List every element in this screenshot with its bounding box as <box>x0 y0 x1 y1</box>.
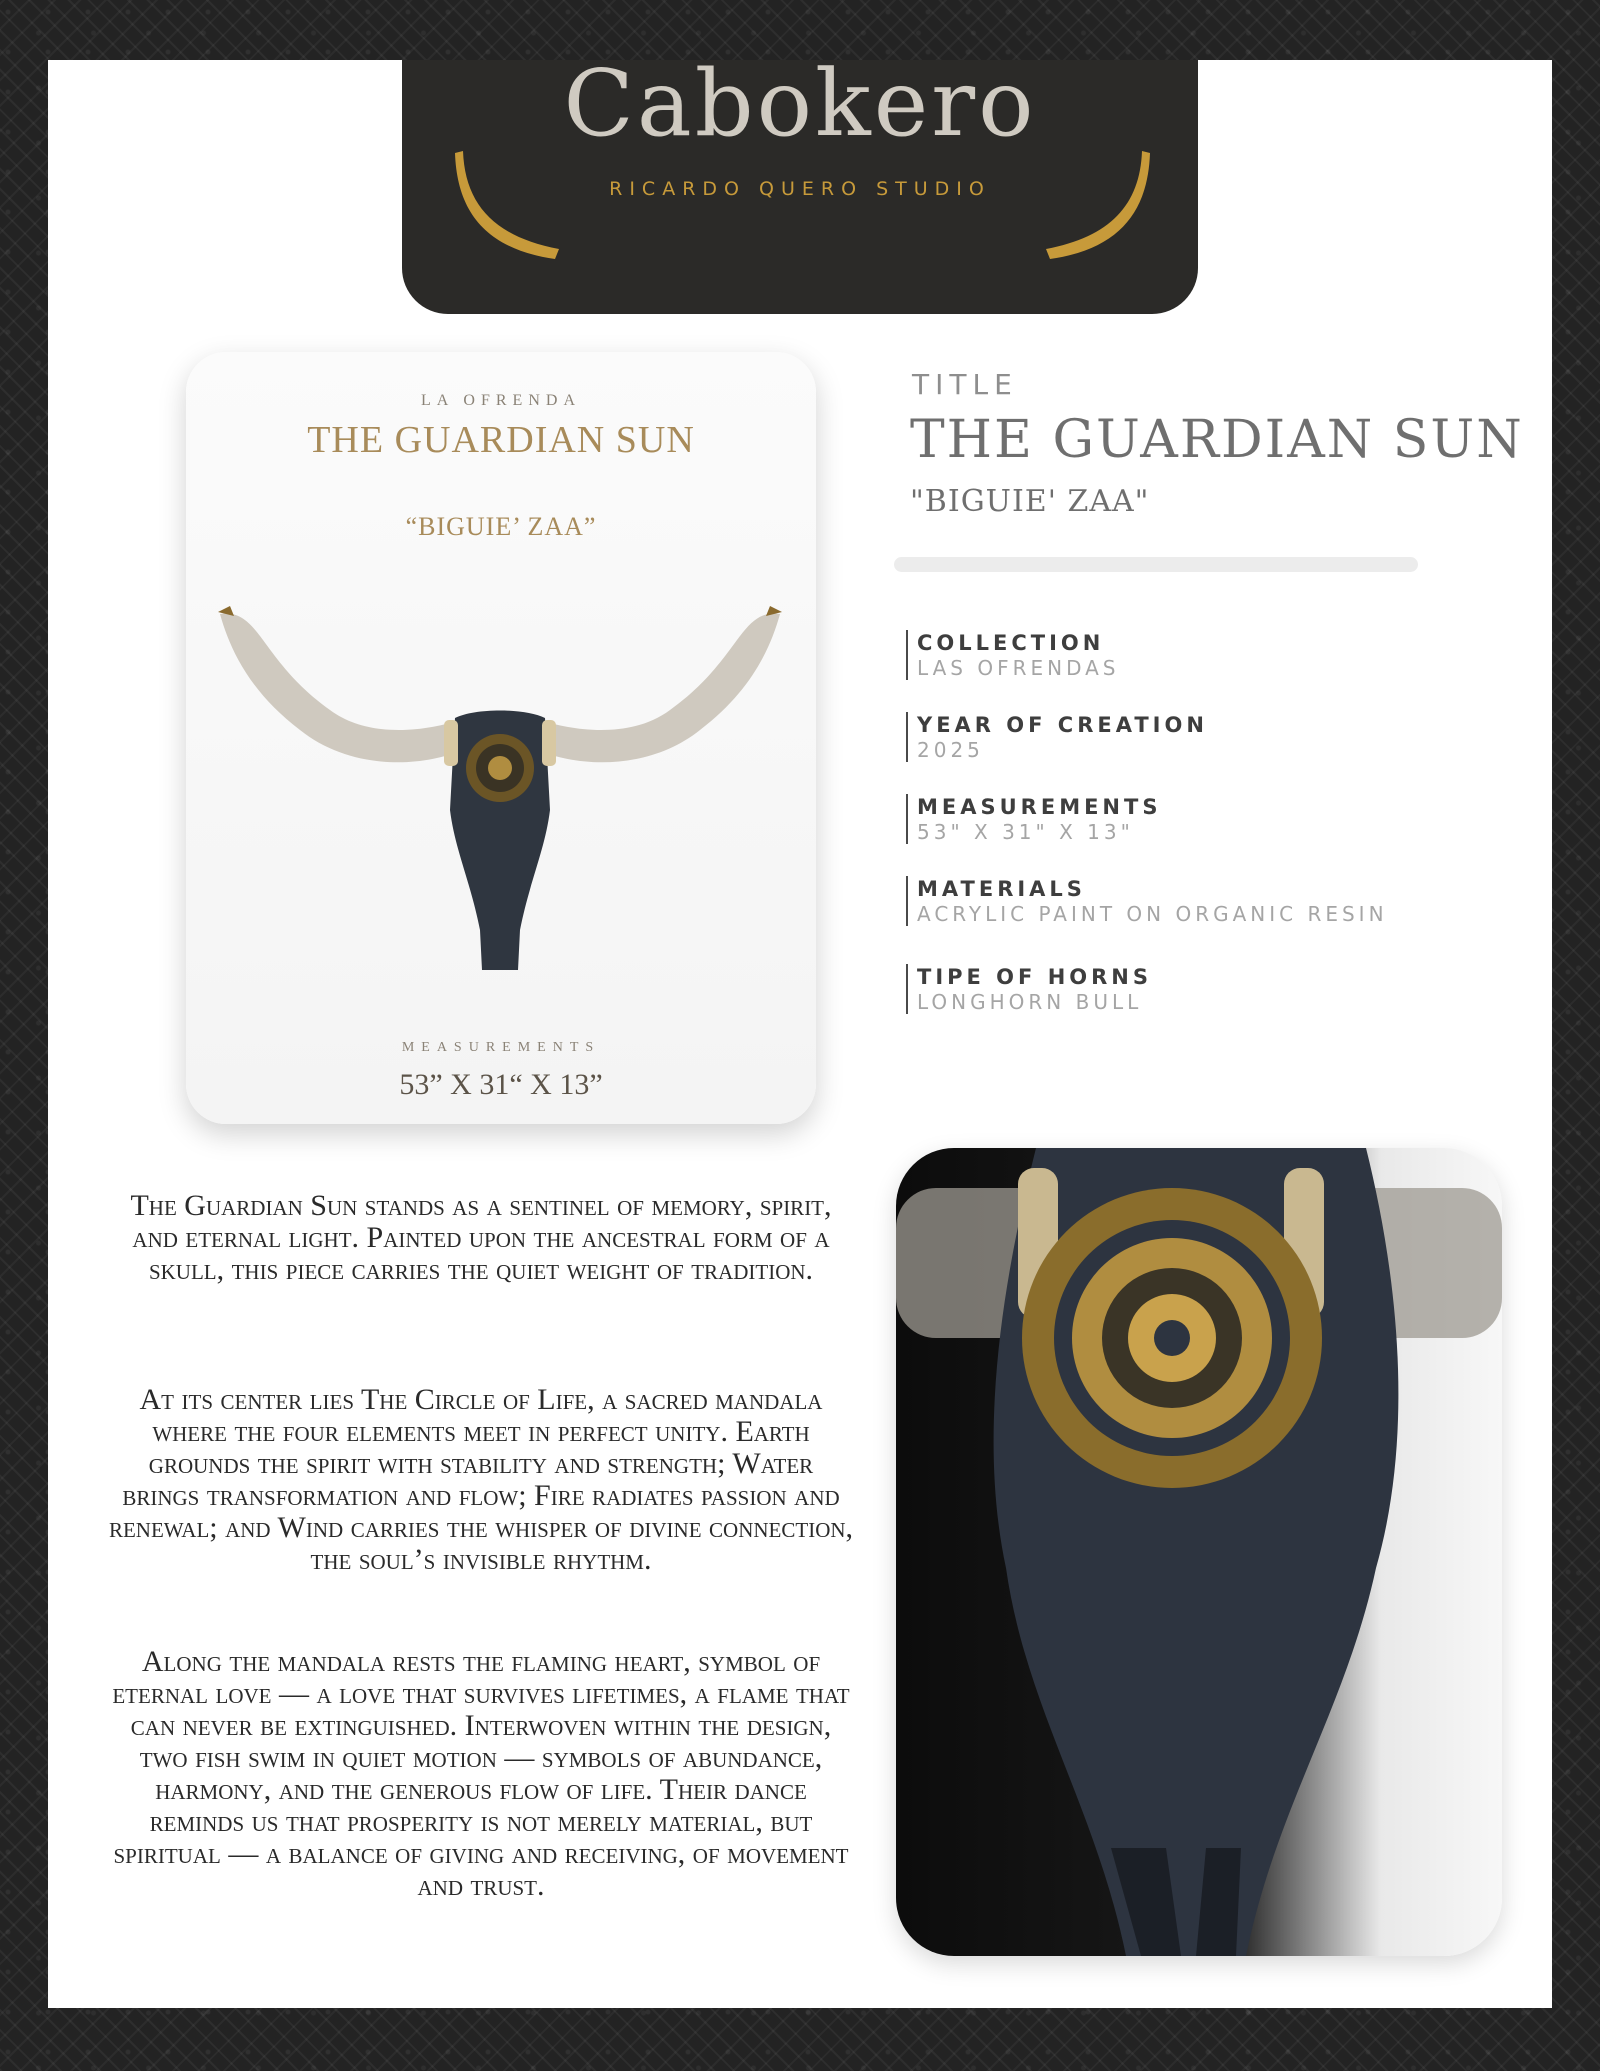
brand-logo-wordmark: Cabokero <box>563 50 1037 157</box>
card-measurements-value: 53” X 31“ X 13” <box>399 1068 603 1101</box>
skull-detail-photo <box>896 1148 1502 1956</box>
spec-label: MATERIALS <box>917 877 1086 901</box>
card-kicker: LA OFRENDA <box>420 392 581 409</box>
left-horn-icon <box>455 145 565 263</box>
skull-detail-image <box>896 1148 1502 1956</box>
description-paragraph: At its center lies The Circle of Life, a sacred mandala where the four elements meet in perfect unity. Earth grounds the spirit with stability and strength; Water brings transformation and flow; Fire radiates passion and renewal; and Wind carries the whisper of divine connection, the soul’s invisible rhythm. <box>108 1383 854 1576</box>
artwork-card <box>186 352 816 1124</box>
divider-bar <box>894 557 1418 572</box>
description-paragraph: The Guardian Sun stands as a sentinel of memory, spirit, and eternal light. Painted upon the ancestral form of a skull, this piece carries the quiet weight of tradition. <box>130 1189 832 1286</box>
spec-horns <box>906 964 1152 1014</box>
artwork-subtitle: "BIGUIE' ZAA" <box>910 484 1150 519</box>
title-label: TITLE <box>912 368 1018 401</box>
spec-value: LAS OFRENDAS <box>917 656 1120 680</box>
spec-label: TIPE OF HORNS <box>917 965 1152 989</box>
spec-label: COLLECTION <box>917 631 1105 655</box>
card-measurements-label: MEASUREMENTS <box>401 1040 601 1055</box>
spec-year <box>906 712 1208 762</box>
spec-value: 2025 <box>917 738 984 762</box>
right-horn-icon <box>1040 145 1150 263</box>
brand-subtitle: RICARDO QUERO STUDIO <box>609 178 991 200</box>
card-subtitle: “BIGUIE’ ZAA” <box>405 512 597 541</box>
longhorn-skull-image <box>200 600 800 1020</box>
spec-measurements <box>906 794 1161 844</box>
description-paragraph: Along the mandala rests the flaming heart, symbol of eternal love — a love that survives lifetimes, a flame that can never be extinguished. Interwoven within the design, two fish swim in quiet motion — symbols of abundance, harmony, and the generous flow of life. Their dance reminds us that prosperity is not merely material, but spiritual — a balance of giving and receiving, of movement and trust. <box>112 1645 850 1902</box>
spec-materials <box>906 876 1388 926</box>
spec-collection <box>906 630 1120 680</box>
spec-label: MEASUREMENTS <box>917 795 1162 819</box>
spec-value: LONGHORN BULL <box>917 990 1143 1014</box>
card-title: THE GUARDIAN SUN <box>307 419 695 461</box>
spec-value: ACRYLIC PAINT ON ORGANIC RESIN <box>917 902 1388 926</box>
spec-value: 53" X 31" X 13" <box>917 820 1134 844</box>
spec-label: YEAR OF CREATION <box>917 713 1208 737</box>
artwork-title: THE GUARDIAN SUN <box>910 410 1524 470</box>
